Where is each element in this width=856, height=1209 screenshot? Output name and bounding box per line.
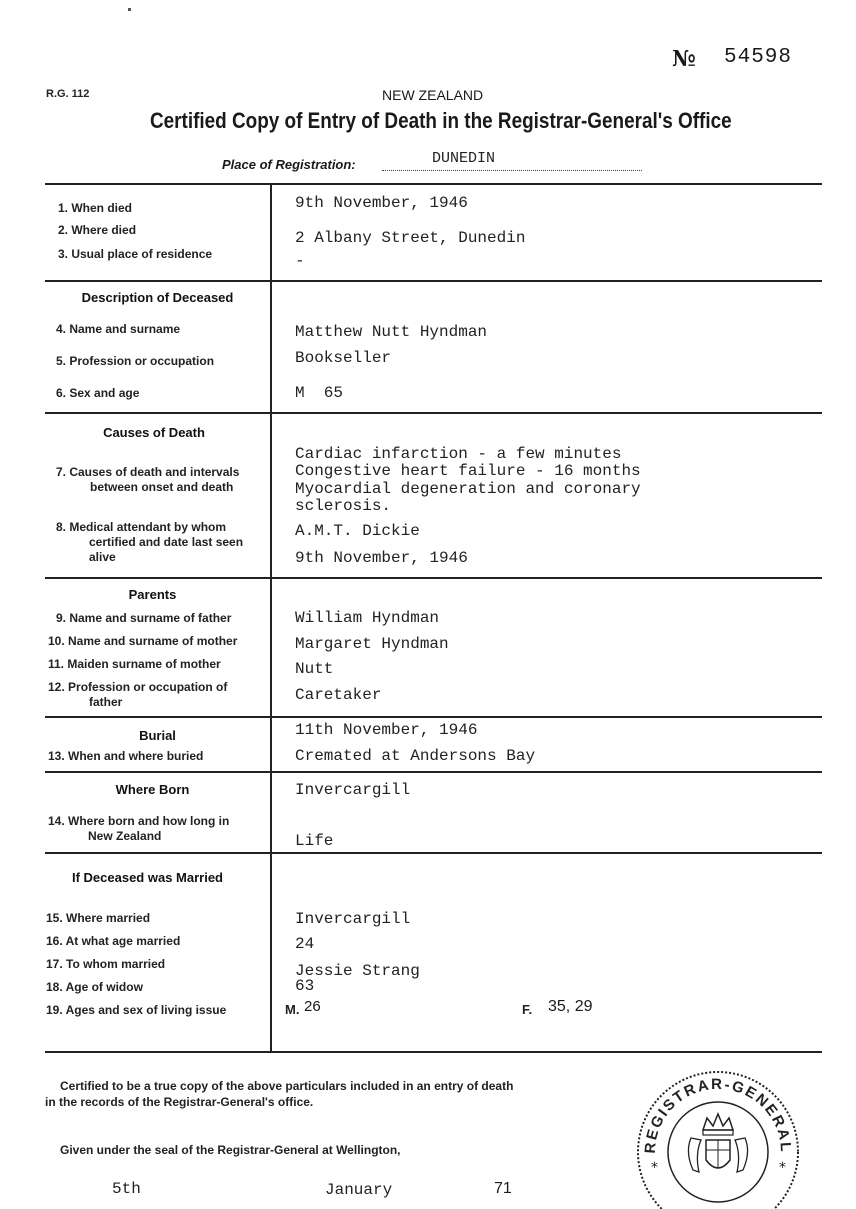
male-issue-label: M. [285, 1002, 300, 1017]
seal-icon [633, 1060, 803, 1209]
value-where-died: 2 Albany Street, Dunedin [295, 229, 526, 247]
certificate-number: 54598 [724, 46, 793, 69]
label-born-2: New Zealand [88, 829, 162, 843]
heading-description: Description of Deceased [81, 290, 234, 305]
female-issue-ages: 35, 29 [548, 998, 593, 1015]
label-where-married: 15. Where married [46, 911, 151, 925]
heading-parents: Parents [128, 587, 177, 602]
label-occupation: 5. Profession or occupation [56, 354, 215, 368]
heading-married: If Deceased was Married [71, 870, 224, 885]
value-when-died: 9th November, 1946 [295, 194, 468, 212]
label-born-1: 14. Where born and how long in [48, 814, 230, 828]
heading-burial: Burial [139, 728, 176, 743]
label-medical-3: alive [89, 550, 116, 564]
value-age-widow: 63 [295, 977, 315, 995]
label-sex-age: 6. Sex and age [56, 386, 140, 400]
value-time-in-nz: Life [295, 832, 334, 850]
label-medical-1: 8. Medical attendant by whom [56, 520, 227, 534]
value-cause-4: sclerosis. [295, 497, 392, 515]
label-residence: 3. Usual place of residence [58, 247, 213, 261]
number-prefix: № [672, 46, 696, 72]
value-cause-2: Congestive heart failure - 16 months [295, 462, 641, 480]
value-burial-place: Cremated at Andersons Bay [295, 747, 536, 765]
label-name: 4. Name and surname [56, 322, 181, 336]
given-under-seal-text: Given under the seal of the Registrar-General at Wellington, [60, 1143, 401, 1157]
rule-burial [45, 716, 822, 718]
rule-married [45, 852, 822, 854]
value-father: William Hyndman [295, 609, 440, 627]
value-where-married: Invercargill [295, 910, 411, 928]
value-birthplace: Invercargill [295, 781, 411, 799]
value-cause-1: Cardiac infarction - a few minutes [295, 445, 622, 463]
registrar-seal [633, 1060, 803, 1209]
svg-text:*: * [651, 1160, 658, 1176]
label-age-widow: 18. Age of widow [46, 980, 143, 994]
rule-born [45, 771, 822, 773]
form-code: R.G. 112 [46, 88, 90, 100]
value-medical-attendant: A.M.T. Dickie [295, 522, 420, 540]
value-age-married: 24 [295, 935, 315, 953]
label-when-died: 1. When died [58, 201, 133, 215]
rule-causes [45, 412, 822, 414]
speck-mark [128, 8, 131, 11]
label-burial: 13. When and where buried [48, 749, 204, 763]
value-day: 5th [112, 1180, 141, 1198]
document-title: Certified Copy of Entry of Death in the Registrar-General's Office [150, 108, 732, 133]
place-label: Place of Registration: [222, 157, 356, 172]
heading-causes: Causes of Death [103, 425, 205, 440]
country-heading: NEW ZEALAND [382, 87, 484, 103]
value-maiden-name: Nutt [295, 660, 334, 678]
table-bottom-rule [45, 1051, 822, 1053]
male-issue-ages: 26 [304, 998, 321, 1015]
value-date-last-seen: 9th November, 1946 [295, 549, 468, 567]
table-top-rule [45, 183, 822, 185]
value-occupation: Bookseller [295, 349, 392, 367]
value-father-occupation: Caretaker [295, 686, 382, 704]
label-living-issue: 19. Ages and sex of living issue [46, 1003, 227, 1017]
label-causes-2: between onset and death [90, 480, 234, 494]
value-sex-age: M 65 [295, 384, 344, 402]
value-mother: Margaret Hyndman [295, 635, 449, 653]
female-issue-label: F. [522, 1002, 533, 1017]
label-mother: 10. Name and surname of mother [48, 634, 238, 648]
value-name: Matthew Nutt Hyndman [295, 323, 488, 341]
value-year: 71 [494, 1180, 512, 1197]
value-whom-married: Jessie Strang [295, 962, 420, 980]
seal-text: REGISTRAR-GENERAL [641, 1075, 795, 1154]
svg-text:*: * [779, 1160, 786, 1176]
heading-where-born: Where Born [115, 782, 190, 797]
label-whom-married: 17. To whom married [46, 957, 166, 971]
column-divider [270, 183, 272, 1051]
label-father-occupation-1: 12. Profession or occupation of [48, 680, 228, 694]
label-medical-2: certified and date last seen [89, 535, 244, 549]
certified-text-line2: in the records of the Registrar-General's office. [45, 1095, 314, 1109]
label-where-died: 2. Where died [58, 223, 137, 237]
label-father-occupation-2: father [89, 695, 123, 709]
label-father: 9. Name and surname of father [56, 611, 232, 625]
rule-parents [45, 577, 822, 579]
label-age-married: 16. At what age married [46, 934, 181, 948]
certified-text-line1: Certified to be a true copy of the above particulars included in an entry of death [60, 1079, 514, 1093]
value-cause-3: Myocardial degeneration and coronary [295, 480, 641, 498]
value-burial-date: 11th November, 1946 [295, 721, 478, 739]
value-residence: - [295, 252, 305, 270]
label-causes-1: 7. Causes of death and intervals [56, 465, 240, 479]
place-dotted-line [382, 170, 642, 171]
value-month: January [325, 1181, 393, 1199]
rule-description [45, 280, 822, 282]
label-maiden-name: 11. Maiden surname of mother [48, 657, 221, 671]
place-value: DUNEDIN [432, 150, 496, 167]
